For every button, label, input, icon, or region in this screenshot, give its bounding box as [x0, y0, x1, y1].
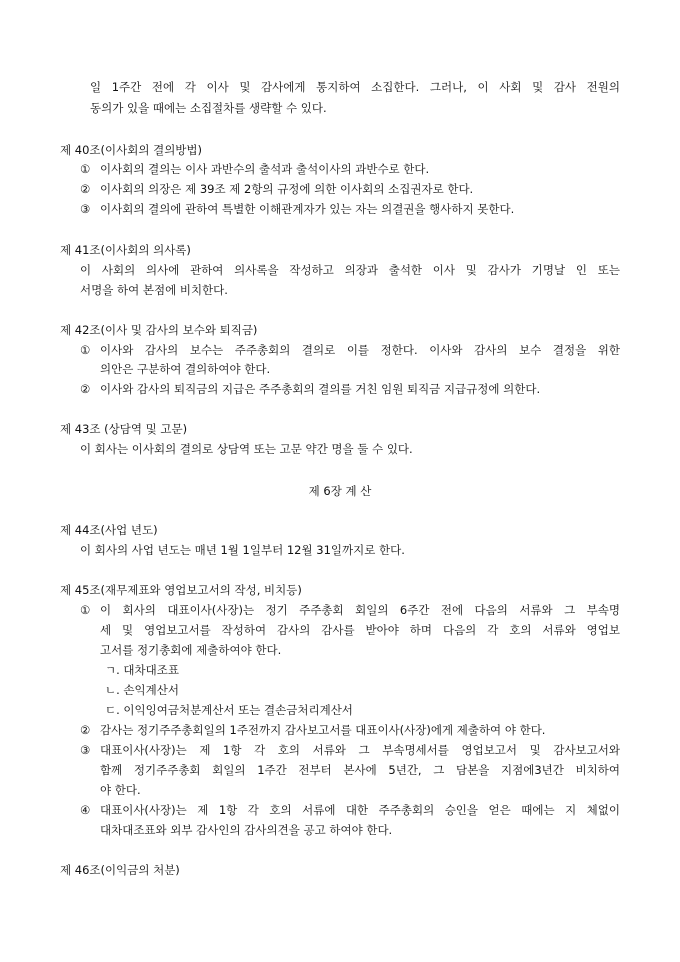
item-text: 이사와 감사의 퇴직금의 지급은 주주총회의 결의를 거친 임원 퇴직금 지급규정에 의한다.	[100, 382, 541, 396]
article-41-line-2: 서명을 하여 본점에 비치한다.	[80, 283, 228, 297]
article-45-item-4-line-1	[80, 802, 620, 818]
item-number: ②	[80, 723, 91, 737]
article-40-item-1	[80, 161, 429, 177]
intro-line-2: 동의가 있을 때에는 소집절차를 생략할 수 있다.	[90, 101, 327, 115]
article-45-sub-2: ㄴ. 손익계산서	[105, 683, 179, 697]
item-text: 이사회의 결의는 이사 과반수의 출석과 출석이사의 과반수로 한다.	[100, 162, 430, 176]
item-number: ③	[80, 743, 91, 757]
article-45-title: 제 45조(재무제표와 영업보고서의 작성, 비치등)	[60, 583, 302, 597]
item-text: 이사회의 결의에 관하여 특별한 이해관계자가 있는 자는 의결권을 행사하지 못한다.	[100, 202, 515, 216]
article-41-line-1: 이 사회의 의사에 관하여 의사록을 작성하고 의장과 출석한 이사 및 감사가 기명날 인 또는	[80, 263, 620, 277]
item-text: 이사와 감사의 보수는 주주총회의 결의로 이를 정한다. 이사와 감사의 보수 결정을 위한	[100, 343, 620, 357]
article-43-text: 이 회사는 이사회의 결의로 상담역 또는 고문 약간 명을 둘 수 있다.	[80, 442, 413, 456]
article-43-title: 제 43조 (상담역 및 고문)	[60, 422, 188, 436]
item-number: ④	[80, 803, 91, 817]
article-45-item-4-line-2: 대차대조표와 외부 감사인의 감사의견을 공고 하여야 한다.	[100, 823, 393, 837]
item-text: 감사는 정기주주총회일의 1주전까지 감사보고서를 대표이사(사장)에게 제출하여 야 한다.	[100, 723, 546, 737]
item-number: ②	[80, 182, 91, 196]
item-text: 대표이사(사장)는 제 1항 각 호의 서류와 그 부속명세서를 영업보고서 및 감사보고서와	[100, 743, 620, 757]
article-42-item-1-line-1	[80, 342, 620, 358]
article-45-item-1-line-2: 세 및 영업보고서를 작성하여 감사의 감사를 받아야 하며 다음의 각 호의 서류와 영업보	[100, 623, 620, 637]
article-45-item-1-line-3: 고서를 정기총회에 제출하여야 한다.	[100, 643, 282, 657]
article-42-item-2	[80, 381, 540, 397]
item-number: ①	[80, 603, 91, 617]
chapter-6-title: 제 6장 계 산	[308, 484, 372, 498]
article-44-title: 제 44조(사업 년도)	[60, 523, 158, 537]
article-42-item-1-line-2: 의안은 구분하여 결의하여야 한다.	[100, 362, 271, 376]
item-number: ①	[80, 162, 91, 176]
article-41-title: 제 41조(이사회의 의사록)	[60, 243, 191, 257]
article-46-title: 제 46조(이익금의 처분)	[60, 863, 180, 877]
item-text: 이 회사의 대표이사(사장)는 정기 주주총회 회일의 6주간 전에 다음의 서류와 그 부속명	[100, 603, 620, 617]
article-40-item-3	[80, 201, 514, 217]
article-42-title: 제 42조(이사 및 감사의 보수와 퇴직금)	[60, 323, 258, 337]
article-45-item-1-line-1	[80, 602, 620, 618]
article-45-item-3-line-2: 함께 정기주주총회 회일의 1주간 전부터 본사에 5년간, 그 담본을 지점에3년간 비치하여	[100, 763, 620, 777]
article-40-item-2	[80, 181, 473, 197]
article-45-item-3-line-3: 야 한다.	[100, 783, 141, 797]
item-number: ①	[80, 343, 91, 357]
article-45-sub-3: ㄷ. 이익잉여금처분계산서 또는 결손금처리계산서	[105, 703, 353, 717]
item-text: 이사회의 의장은 제 39조 제 2항의 규정에 의한 이사회의 소집권자로 한다.	[100, 182, 474, 196]
article-45-item-3-line-1	[80, 742, 620, 758]
article-45-sub-1: ㄱ. 대차대조표	[105, 663, 179, 677]
article-44-text: 이 회사의 사업 년도는 매년 1월 1일부터 12월 31일까지로 한다.	[80, 543, 405, 557]
intro-line-1: 일 1주간 전에 각 이사 및 감사에게 통지하여 소집한다. 그러나, 이 사회 및 감사 전원의	[90, 80, 620, 94]
item-number: ②	[80, 382, 91, 396]
item-text: 대표이사(사장)는 제 1항 각 호의 서류에 대한 주주총회의 승인을 얻은 때에는 지 체없이	[100, 803, 620, 817]
item-number: ③	[80, 202, 91, 216]
article-45-item-2	[80, 722, 545, 738]
article-40-title: 제 40조(이사회의 결의방법)	[60, 143, 203, 157]
